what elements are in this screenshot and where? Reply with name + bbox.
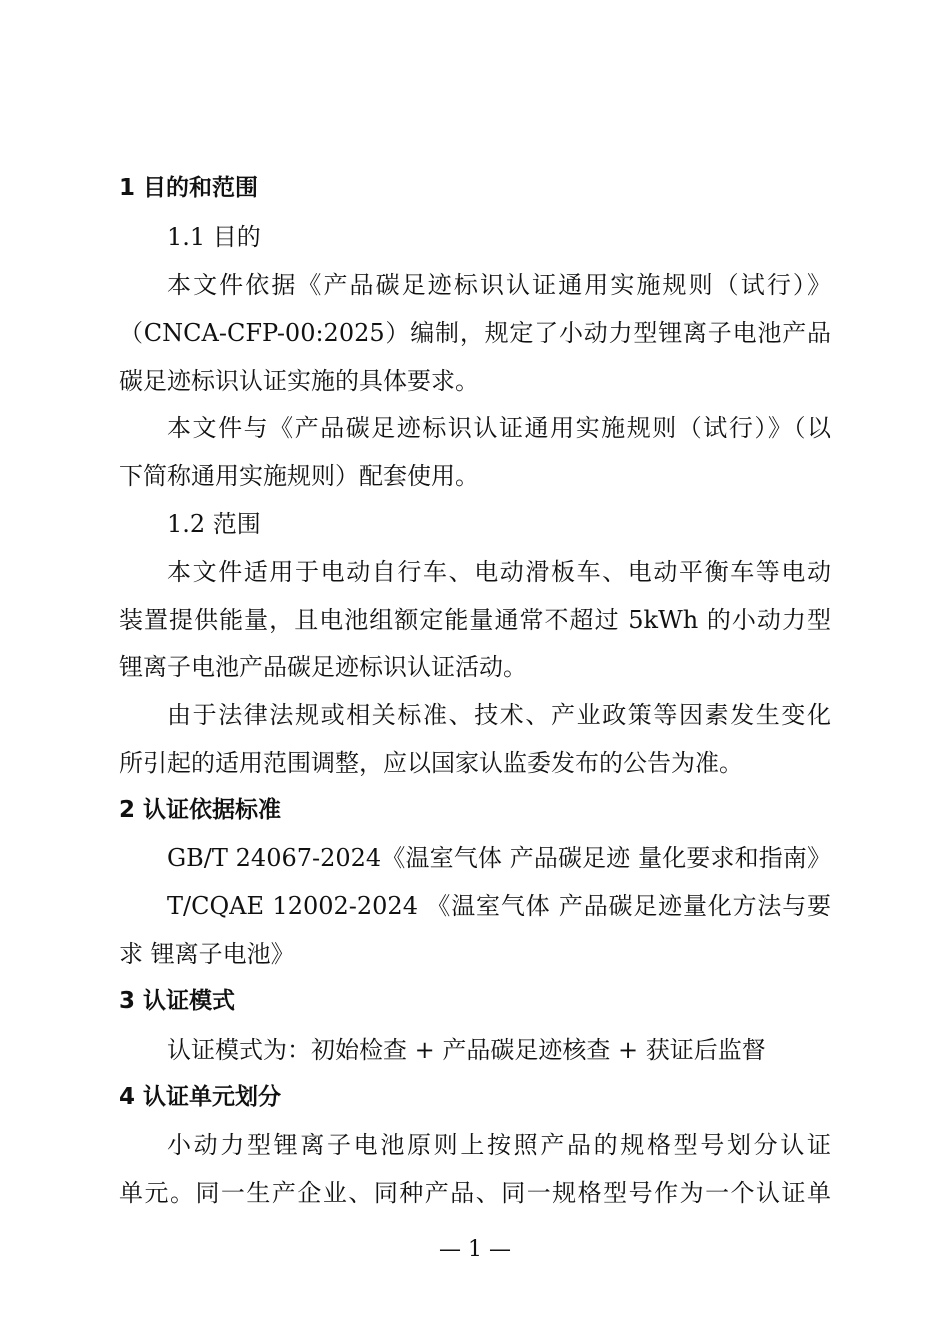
paragraph-line: 本文件依据《产品碳足迹标识认证通用实施规则（试行）》: [167, 271, 831, 299]
standard-item: T/CQAE 12002-2024 《温室气体 产品碳足迹量化方法与要: [167, 892, 831, 920]
paragraph-line: 本文件适用于电动自行车、电动滑板车、电动平衡车等电动: [167, 558, 831, 586]
paragraph-line: 下简称通用实施规则）配套使用。: [119, 462, 479, 490]
standard-item: GB/T 24067-2024《温室气体 产品碳足迹 量化要求和指南》: [167, 844, 831, 872]
section-3-heading: 3 认证模式: [119, 988, 236, 1014]
paragraph-line: 所引起的适用范围调整，应以国家认监委发布的公告为准。: [119, 749, 743, 777]
paragraph-line: 单元。同一生产企业、同种产品、同一规格型号作为一个认证单: [119, 1179, 831, 1207]
section-2-heading: 2 认证依据标准: [119, 797, 282, 823]
paragraph-line: 碳足迹标识认证实施的具体要求。: [119, 367, 479, 395]
paragraph-line: （CNCA-CFP-00:2025）编制，规定了小动力型锂离子电池产品: [119, 319, 831, 347]
paragraph-line: 装置提供能量，且电池组额定能量通常不超过 5kWh 的小动力型: [119, 606, 831, 634]
section-1-1-heading: 1.1 目的: [167, 223, 261, 251]
section-4-heading: 4 认证单元划分: [119, 1084, 282, 1110]
section-1-heading: 1 目的和范围: [119, 175, 259, 201]
page-footer: [0, 1236, 950, 1264]
section-1-2-heading: 1.2 范围: [167, 510, 261, 538]
certification-mode-text: 认证模式为：初始检查 + 产品碳足迹核查 + 获证后监督: [167, 1036, 766, 1064]
paragraph-line: 由于法律法规或相关标准、技术、产业政策等因素发生变化: [167, 701, 831, 729]
page-number: — 1 —: [439, 1237, 511, 1262]
paragraph-line: 本文件与《产品碳足迹标识认证通用实施规则（试行）》（以: [167, 414, 831, 442]
paragraph-line: 小动力型锂离子电池原则上按照产品的规格型号划分认证: [167, 1131, 831, 1159]
paragraph-line: 锂离子电池产品碳足迹标识认证活动。: [119, 653, 527, 681]
standard-item-continued: 求 锂离子电池》: [119, 940, 295, 968]
